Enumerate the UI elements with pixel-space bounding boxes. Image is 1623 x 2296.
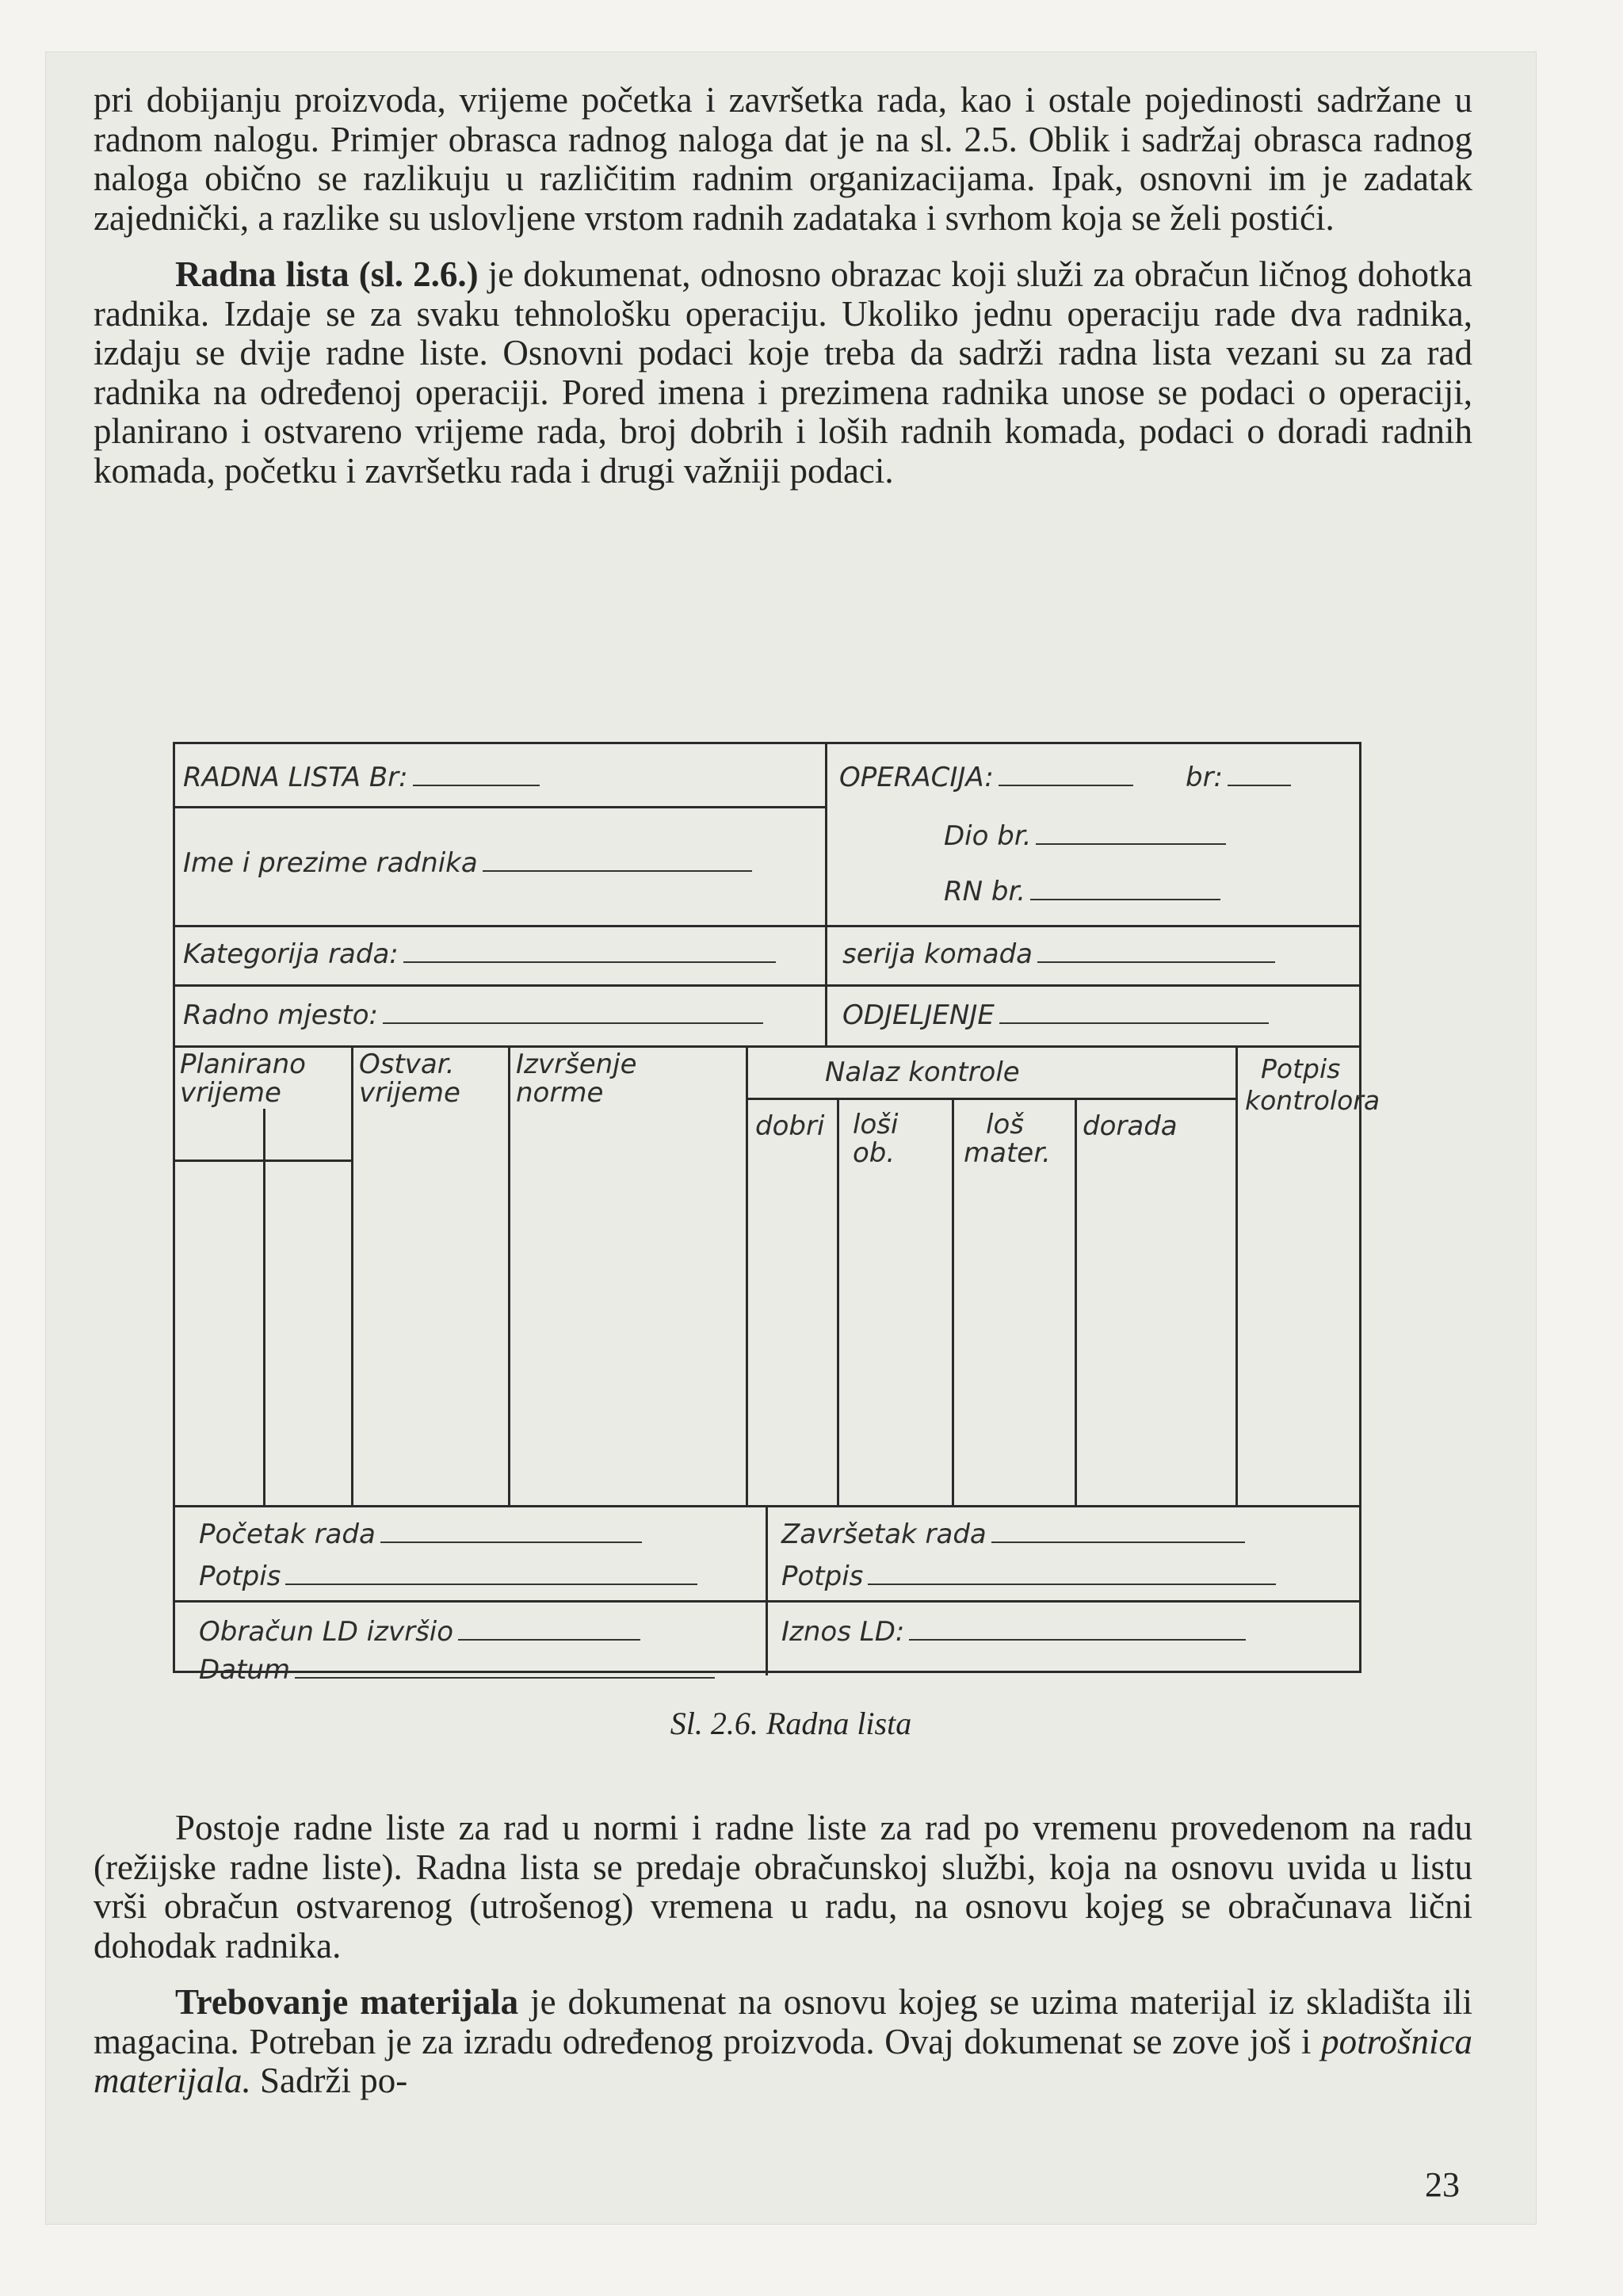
book-page <box>46 52 1536 2224</box>
ostvar-header <box>359 1050 460 1107</box>
dobri-header: dobri <box>755 1110 825 1142</box>
planirano-line2: vrijeme <box>180 1077 281 1109</box>
odjeljenje-label: ODJELJENJE <box>842 999 995 1031</box>
zavrsetak-rada-label: Završetak rada <box>781 1519 987 1550</box>
odjeljenje-field <box>842 999 1269 1031</box>
form-line <box>263 1109 265 1505</box>
potpis-kontrolora-header <box>1245 1053 1380 1117</box>
dio-br-field <box>944 820 1226 852</box>
form-line <box>837 1098 839 1505</box>
potpis2-label: Potpis <box>781 1561 864 1592</box>
paragraph-4-bold: Trebovanje materijala <box>175 1982 519 2022</box>
serija-blank <box>1037 961 1275 963</box>
serija-label: serija komada <box>842 938 1033 970</box>
ime-prezime-field <box>183 847 752 879</box>
radno-mjesto-label: Radno mjesto: <box>183 999 378 1031</box>
paragraph-2-bold: Radna lista (sl. 2.6.) <box>175 254 479 294</box>
los-mater-header <box>964 1110 1051 1167</box>
izvrsenje-header <box>516 1050 637 1107</box>
obracun-blank <box>458 1638 640 1641</box>
losi-ob-header <box>853 1110 898 1167</box>
ime-prezime-label: Ime i prezime radnika <box>183 847 478 879</box>
potpis-kontrolora-line2: kontrolora <box>1245 1085 1381 1116</box>
page-number: 23 <box>1425 2165 1460 2204</box>
planirano-line1: Planirano <box>180 1049 306 1080</box>
paragraph-1: pri dobijanju proizvoda, vrijeme početka i završetka rada, kao i ostale pojedinosti sadržane u radnom nalogu. Primjer obrasca radnog naloga dat je na sl. 2.5. Oblik i sadržaj obrasca radnog naloga obično se razlikuju u različitim radnim organizacijama. Ipak, osnovni im je zadatak zajednički, a razlike su uslovljene vrstom radnih zadataka i svrhom koja se želi postići. <box>94 80 1472 238</box>
text-block-top <box>94 81 1472 491</box>
paragraph-4-text-before: je dokumenat na osnovu kojeg se uzima materijal iz skladišta ili magacina. Potreban je za izradu određenog proizvoda. Ovaj dokumenat se zove još i <box>94 1982 1472 2061</box>
planirano-header <box>180 1050 306 1107</box>
pocetak-rada-label: Početak rada <box>199 1519 376 1550</box>
iznos-label: Iznos LD: <box>781 1616 905 1648</box>
form-line <box>1235 1045 1238 1505</box>
los-mater-line2: mater. <box>964 1137 1051 1169</box>
paragraph-4 <box>94 1983 1472 2101</box>
rn-br-field <box>944 876 1220 907</box>
dio-br-blank <box>1036 842 1226 845</box>
paragraph-2 <box>94 255 1472 491</box>
form-line <box>952 1098 954 1505</box>
paragraph-4-italic: potrošnica materijala. <box>94 2021 1472 2100</box>
iznos-blank <box>909 1638 1246 1641</box>
datum-field <box>199 1654 715 1686</box>
potpis-label: Potpis <box>199 1561 281 1592</box>
form-line <box>351 1045 353 1505</box>
kategorija-blank <box>403 961 776 963</box>
pocetak-rada-field <box>199 1519 642 1550</box>
zavrsetak-rada-field <box>781 1519 1245 1550</box>
form-line <box>1075 1098 1077 1505</box>
radna-lista-br-blank <box>413 784 540 786</box>
dio-br-label: Dio br. <box>944 820 1032 852</box>
datum-label: Datum <box>199 1654 291 1686</box>
text-block-bottom <box>94 1809 1472 2101</box>
form-line <box>175 925 1359 927</box>
izvrsenje-line1: Izvršenje <box>516 1049 637 1080</box>
br-blank <box>1228 784 1291 786</box>
radno-mjesto-field <box>183 999 763 1031</box>
potpis-kontrolora-line1: Potpis <box>1261 1053 1341 1084</box>
form-line <box>175 984 1359 987</box>
form-line <box>825 744 827 1045</box>
dorada-header: dorada <box>1083 1110 1178 1142</box>
losi-ob-line2: ob. <box>853 1137 896 1169</box>
operacija-label: OPERACIJA: <box>839 762 994 793</box>
zavrsetak-rada-blank <box>991 1541 1245 1543</box>
paragraph-3: Postoje radne liste za rad u normi i radne liste za rad po vremenu provedenom na radu (režijske radne liste). Radna lista se predaje obračunskoj službi, koja na osnovu uvida u listu vrši obračun ostvarenog (utrošenog) vremena u radu, na osnovu kojeg se obračunava lični dohodak radnika. <box>94 1808 1472 1966</box>
datum-blank <box>295 1676 715 1679</box>
potpis-blank <box>285 1583 697 1585</box>
serija-field <box>842 938 1275 970</box>
nalaz-kontrole-header: Nalaz kontrole <box>825 1056 1020 1088</box>
potpis-field <box>199 1561 697 1592</box>
form-line <box>175 806 827 808</box>
ostvar-line1: Ostvar. <box>359 1049 455 1080</box>
obracun-label: Obračun LD izvršio <box>199 1616 454 1648</box>
form-line <box>746 1045 748 1505</box>
br-field <box>1186 762 1291 793</box>
potpis2-blank <box>868 1583 1276 1585</box>
radna-lista-br-field <box>183 762 540 793</box>
iznos-field <box>781 1616 1246 1648</box>
radno-mjesto-blank <box>383 1022 763 1024</box>
operacija-field <box>839 762 1133 793</box>
odjeljenje-blank <box>999 1022 1269 1024</box>
kategorija-field <box>183 938 776 970</box>
br-label: br: <box>1186 762 1224 793</box>
rn-br-label: RN br. <box>944 876 1026 907</box>
radna-lista-form <box>173 742 1381 1686</box>
izvrsenje-line2: norme <box>516 1077 604 1109</box>
figure-caption: Sl. 2.6. Radna lista <box>670 1706 912 1741</box>
obracun-field <box>199 1616 640 1648</box>
kategorija-label: Kategorija rada: <box>183 938 399 970</box>
losi-ob-line1: loši <box>853 1109 899 1140</box>
form-line <box>766 1505 768 1675</box>
rn-br-blank <box>1030 898 1220 900</box>
form-line <box>508 1045 510 1505</box>
ostvar-line2: vrijeme <box>359 1077 460 1109</box>
ime-prezime-blank <box>483 869 752 872</box>
paragraph-4-text-after: Sadrži po- <box>250 2061 408 2100</box>
potpis2-field <box>781 1561 1276 1592</box>
pocetak-rada-blank <box>380 1541 642 1543</box>
los-mater-line1: loš <box>986 1109 1024 1140</box>
radna-lista-br-label: RADNA LISTA Br: <box>183 762 408 793</box>
paragraph-2-text: je dokumenat, odnosno obrazac koji služi za obračun ličnog dohotka radnika. Izdaje se za svaku tehnološku operaciju. Ukoliko jednu operaciju rade dva radnika, izdaju se dvije radne liste. Osnovni podaci koje treba da sadrži radna lista vezani su za rad radnika na određenoj operaciji. Pored imena i prezimena radnika unose se podaci o operaciji, planirano i ostvareno vrijeme rada, broj dobrih i loših radnih komada, podaci o doradi radnih komada, početku i završetku rada i drugi važniji podaci. <box>94 254 1472 491</box>
operacija-blank <box>999 784 1133 786</box>
form-line <box>746 1098 1237 1100</box>
